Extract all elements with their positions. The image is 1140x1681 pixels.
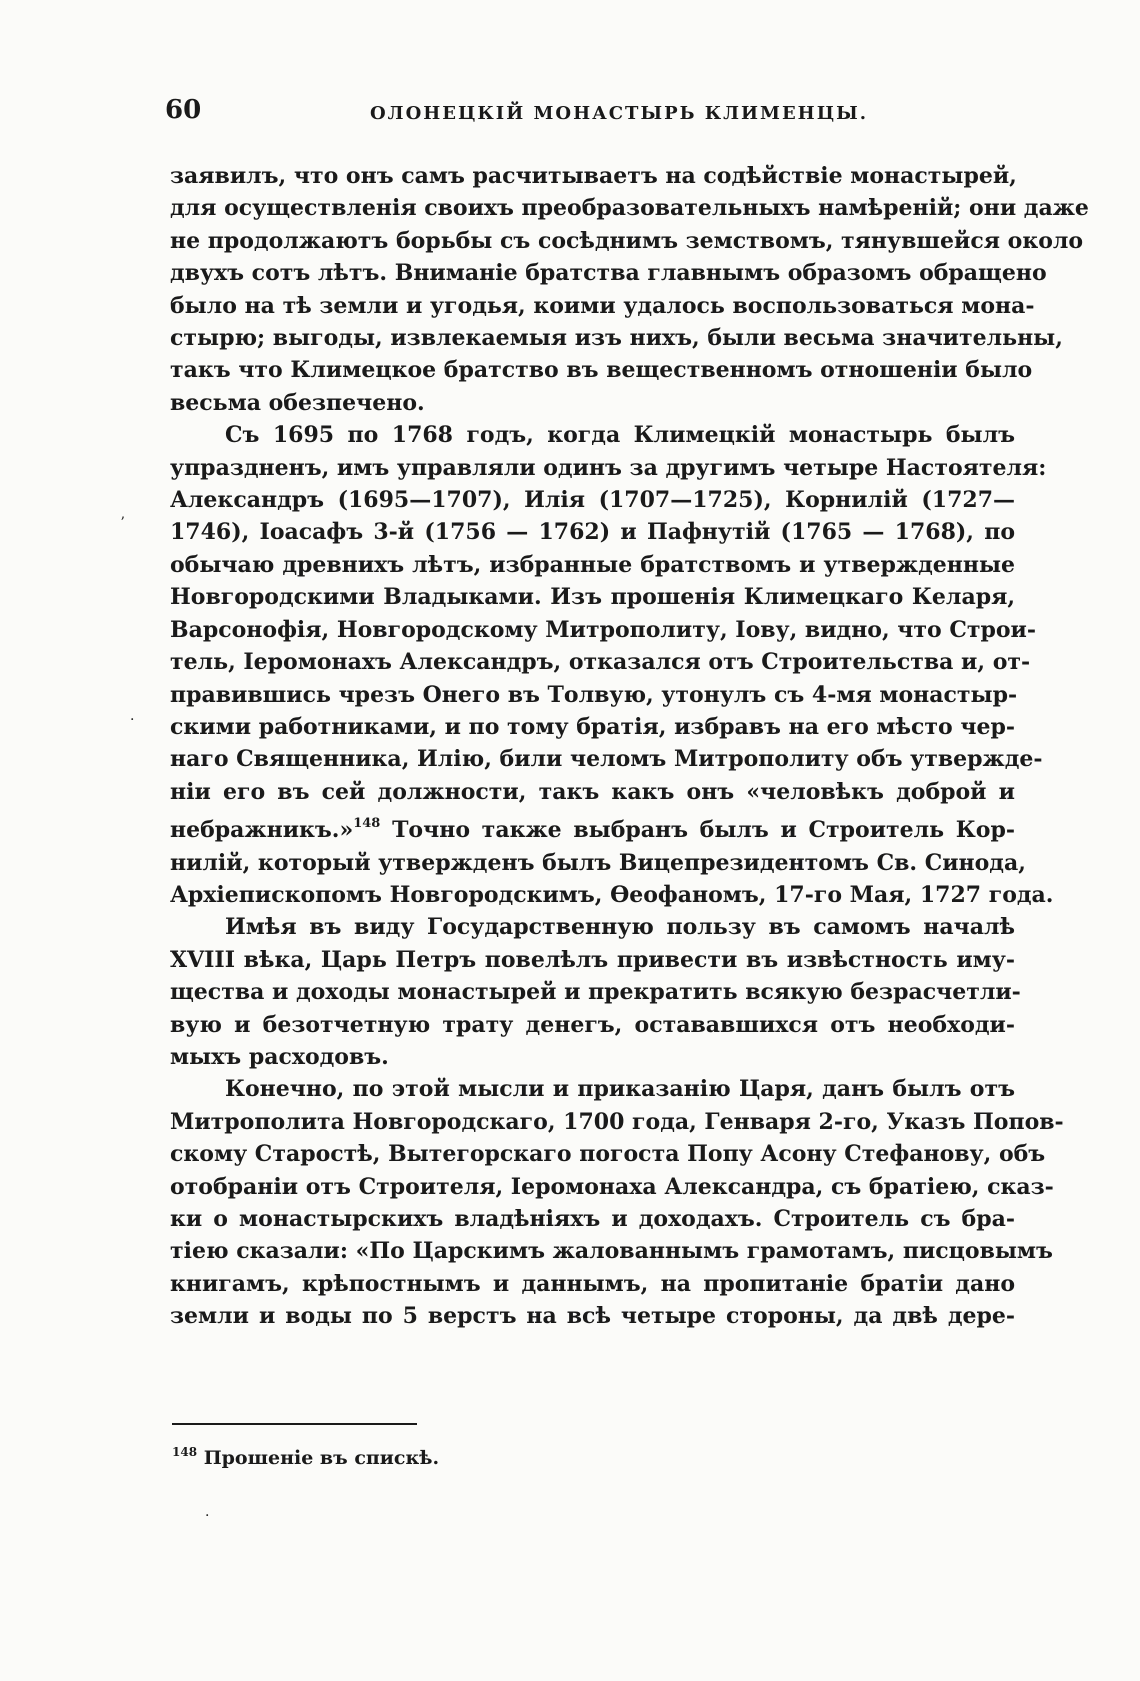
text-line: отобраніи отъ Строителя, Іеромонаха Александра, съ братіею, сказ- <box>170 1173 1054 1200</box>
text-line: было на тѣ земли и угодья, коими удалось воспользоваться мона- <box>170 292 1035 319</box>
body-text <box>170 160 1089 1333</box>
text-line: такъ что Климецкое братство въ вещественномъ отношеніи было <box>170 357 1033 384</box>
text-line: Имѣя въ виду Государственную пользу въ самомъ началѣ <box>225 914 1015 941</box>
text-line: 1746), Іоасафъ 3-й (1756 — 1762) и Пафнутій (1765 — 1768), по <box>170 519 1015 546</box>
text-line: тель, Іеромонахъ Александръ, отказался отъ Строительства и, от- <box>170 649 1031 676</box>
text-line: земли и воды по 5 верстъ на всѣ четыре стороны, да двѣ дере- <box>170 1303 1015 1330</box>
text-line: двухъ сотъ лѣтъ. Вниманіе братства главнымъ образомъ обращено <box>170 260 1047 287</box>
text-line: Александръ (1695—1707), Илія (1707—1725), Корнилій (1727— <box>170 487 1015 514</box>
text-line: Архіепископомъ Новгородскимъ, Ѳеофаномъ, 17-го Мая, 1727 года. <box>170 881 1054 908</box>
text-line: ки о монастырскихъ владѣніяхъ и доходахъ. Строитель съ бра- <box>170 1206 1015 1232</box>
footnote-reference: 148 <box>353 816 381 832</box>
footnote-number: 148 <box>172 1445 198 1459</box>
footnote-divider <box>172 1423 417 1425</box>
scan-speck: · <box>130 712 135 728</box>
text-line: наго Священника, Илію, били челомъ Митрополиту объ утвержде- <box>170 746 1043 773</box>
text-line: мыхъ расходовъ. <box>170 1043 389 1070</box>
text-line: обычаю древнихъ лѣтъ, избранные братствомъ и утвержденные <box>170 551 1015 578</box>
text-line: Конечно, по этой мысли и приказанію Царя, данъ былъ отъ <box>225 1076 1015 1103</box>
page-number: 60 <box>165 95 202 125</box>
text-fragment: Точно также выбранъ былъ и Строитель Кор- <box>392 817 1015 844</box>
text-line: скими работниками, и по тому братія, избравъ на его мѣсто чер- <box>170 713 1015 740</box>
text-line: стырю; выгоды, извлекаемыя изъ нихъ, были весьма значительны, <box>170 325 1063 352</box>
text-line: заявилъ, что онъ самъ расчитываетъ на содѣйствіе монастырей, <box>170 163 1017 189</box>
footnote-text: Прошеніе въ спискѣ. <box>203 1447 440 1469</box>
text-line: вую и безотчетную трату денегъ, остававшихся отъ необходи- <box>170 1011 1015 1038</box>
text-line: Варсонофія, Новгородскому Митрополиту, Іову, видно, что Строи- <box>170 616 1037 643</box>
text-fragment: небражникъ.» <box>170 817 354 844</box>
text-line: ніи его въ сей должности, такъ какъ онъ «человѣкъ доброй и <box>170 778 1015 805</box>
text-line: тіею сказали: «По Царскимъ жалованнымъ грамотамъ, писцовымъ <box>170 1238 1053 1265</box>
text-line: не продолжаютъ борьбы съ сосѣднимъ земствомъ, тянувшейся около <box>170 227 1084 254</box>
text-line: весьма обезпечено. <box>170 389 425 416</box>
running-title: ОЛОНЕЦКІЙ МОНАСТЫРЬ КЛИМЕНЦЫ. <box>370 103 868 124</box>
text-line: правившись чрезъ Онего въ Толвую, утонулъ съ 4-мя монастыр- <box>170 681 1018 708</box>
text-line: Съ 1695 по 1768 годъ, когда Климецкій монастырь былъ <box>225 422 1015 449</box>
text-line: XVIII вѣка, Царь Петръ повелѣлъ привести въ извѣстность иму- <box>170 946 1015 973</box>
text-line: щества и доходы монастырей и прекратить всякую безрасчетли- <box>170 979 1021 1006</box>
text-line: нилій, который утвержденъ былъ Вицепрезидентомъ Св. Синода, <box>170 849 1026 876</box>
text-line: книгамъ, крѣпостнымъ и даннымъ, на пропитаніе братіи дано <box>170 1270 1015 1297</box>
text-line: скому Старостѣ, Вытегорскаго погоста Попу Асону Стефанову, объ <box>170 1141 1046 1168</box>
text-line: Новгородскими Владыками. Изъ прошенія Климецкаго Келаря, <box>170 584 1015 611</box>
text-line: упраздненъ, имъ управляли одинъ за другимъ четыре Настоятеля: <box>170 454 1047 481</box>
scan-speck: ʼ <box>120 515 125 531</box>
scan-speck: · <box>205 1508 210 1524</box>
text-line: для осуществленія своихъ преобразовательныхъ намѣреній; они даже <box>170 195 1089 222</box>
text-line: Митрополита Новгородскаго, 1700 года, Генваря 2-го, Указъ Попов- <box>170 1108 1064 1135</box>
footnote <box>172 1445 439 1469</box>
text-line-with-footnote <box>170 808 1015 846</box>
